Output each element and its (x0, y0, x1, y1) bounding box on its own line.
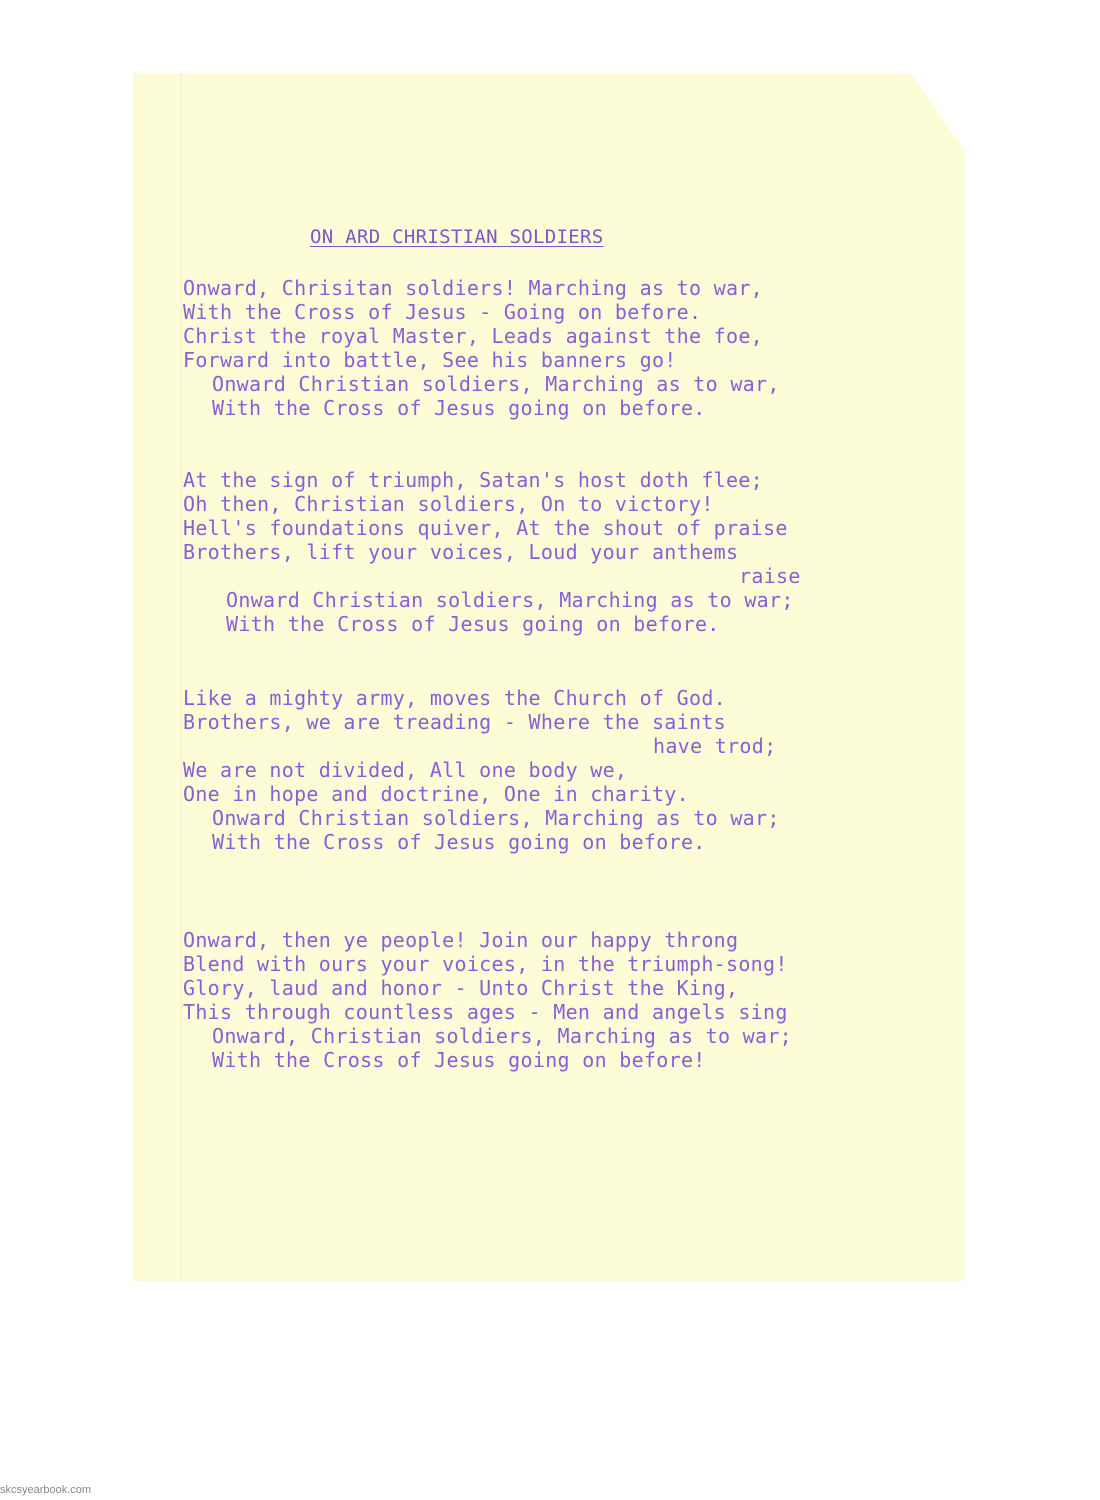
verse-4-line-1: Onward, then ye people! Join our happy throng (183, 928, 739, 952)
verse-3-refrain-1: Onward Christian soldiers, Marching as to war; (212, 806, 780, 830)
verse-4-refrain-2: With the Cross of Jesus going on before! (212, 1048, 706, 1072)
verse-2-refrain-2: With the Cross of Jesus going on before. (226, 612, 720, 636)
verse-3-line-4: One in hope and doctrine, One in charity. (183, 782, 689, 806)
typed-page (133, 73, 965, 1281)
verse-2-line-4: Brothers, lift your voices, Loud your anthems (183, 540, 739, 564)
verse-3-refrain-2: With the Cross of Jesus going on before. (212, 830, 706, 854)
verse-3-line-2: Brothers, we are treading - Where the saints (183, 710, 727, 734)
watermark: skcsyearbook.com (0, 1484, 92, 1496)
verse-1-line-4: Forward into battle, See his banners go! (183, 348, 677, 372)
verse-2-line-1: At the sign of triumph, Satan's host doth flee; (183, 468, 764, 492)
verse-2-line-3: Hell's foundations quiver, At the shout of praise (183, 516, 788, 540)
verse-1-line-3: Christ the royal Master, Leads against the foe, (183, 324, 764, 348)
verse-4-line-2: Blend with ours your voices, in the triumph-song! (183, 952, 788, 976)
verse-1-line-2: With the Cross of Jesus - Going on before. (183, 300, 702, 324)
verse-4-line-4: This through countless ages - Men and angels sing (183, 1000, 788, 1024)
verse-4-refrain-1: Onward, Christian soldiers, Marching as to war; (212, 1024, 793, 1048)
verse-2-refrain-1: Onward Christian soldiers, Marching as to war; (226, 588, 794, 612)
verse-4-line-3: Glory, laud and honor - Unto Christ the King, (183, 976, 739, 1000)
verse-3-line-3: We are not divided, All one body we, (183, 758, 628, 782)
hymn-title: ON ARD CHRISTIAN SOLDIERS (310, 226, 604, 248)
verse-1-refrain-1: Onward Christian soldiers, Marching as to war, (212, 372, 780, 396)
verse-1-refrain-2: With the Cross of Jesus going on before. (212, 396, 706, 420)
verse-3-line-1: Like a mighty army, moves the Church of God. (183, 686, 727, 710)
verse-2-line-4-cont: raise (739, 564, 801, 588)
verse-1-line-1: Onward, Chrisitan soldiers! Marching as to war, (183, 276, 764, 300)
verse-3-line-2-cont: have trod; (653, 734, 777, 758)
verse-2-line-2: Oh then, Christian soldiers, On to victory! (183, 492, 714, 516)
